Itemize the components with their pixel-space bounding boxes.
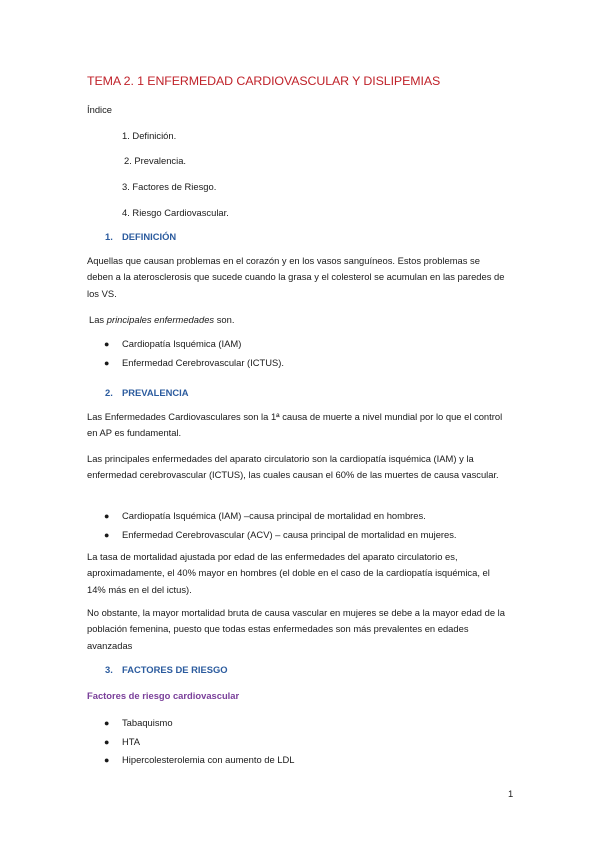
prevalence-paragraph-1: Las Enfermedades Cardiovasculares son la 1ª causa de muerte a nivel mundial por lo que el control en AP es fundamental. bbox=[87, 411, 503, 439]
list-item-text: Cardiopatía Isquémica (IAM) bbox=[122, 338, 242, 349]
list-item bbox=[104, 751, 295, 770]
bullet-icon: ● bbox=[104, 339, 110, 349]
bullet-icon: ● bbox=[104, 357, 110, 368]
list-item-text: Enfermedad Cerebrovascular (ACV) – causa principal de mortalidad en mujeres. bbox=[122, 528, 457, 540]
index-label: Índice bbox=[87, 104, 113, 115]
prevalence-paragraph-2: Las principales enfermedades del aparato circulatorio son la cardiopatía isquémica (IAM) y la enfermedad cerebrovascular (ICTUS), las cuales causan el 60% de las muertes de causa vascular. bbox=[87, 453, 499, 481]
section-heading-prevalencia bbox=[105, 387, 189, 398]
index-item-2: 2. Prevalencia. bbox=[124, 155, 187, 166]
document-title: TEMA 2. 1 ENFERMEDAD CARDIOVASCULAR Y DISLIPEMIAS bbox=[87, 74, 441, 88]
bullet-icon: ● bbox=[104, 718, 110, 728]
bullet-icon: ● bbox=[104, 529, 110, 540]
diseases-list bbox=[104, 335, 284, 372]
prevalence-paragraph-3: La tasa de mortalidad ajustada por edad de las enfermedades del aparato circulatorio es, aproximadamente, el 40% mayor en hombres (el doble en el caso de la cardiopatía isquémica, el 14% más en el del ictus). bbox=[87, 551, 490, 595]
list-item-text: Tabaquismo bbox=[122, 717, 173, 728]
list-item-text: Hipercolesterolemia con aumento de LDL bbox=[122, 754, 295, 765]
list-item bbox=[104, 526, 457, 545]
list-item bbox=[104, 335, 284, 354]
principal-diseases-intro bbox=[89, 311, 234, 328]
risk-factors-list bbox=[104, 714, 295, 770]
section-heading-text: PREVALENCIA bbox=[122, 387, 189, 398]
risk-factors-subheading: Factores de riesgo cardiovascular bbox=[87, 690, 240, 701]
bullet-icon: ● bbox=[104, 511, 110, 521]
section-number: 2. bbox=[105, 387, 113, 398]
intro-prefix: Las bbox=[89, 314, 107, 325]
list-item-text: HTA bbox=[122, 735, 141, 747]
index-item-3: 3. Factores de Riesgo. bbox=[122, 181, 217, 192]
list-item bbox=[104, 507, 457, 526]
section-heading-definicion bbox=[105, 231, 176, 242]
prevalence-paragraph-4: No obstante, la mayor mortalidad bruta de causa vascular en mujeres se debe a la mayor edad de la población femenina, puesto que todas estas enfermedades son más prevalentes en edades avanzadas bbox=[87, 607, 505, 651]
list-item bbox=[104, 714, 295, 733]
bullet-icon: ● bbox=[104, 736, 110, 747]
list-item-text: Cardiopatía Isquémica (IAM) –causa principal de mortalidad en hombres. bbox=[122, 510, 426, 521]
list-item bbox=[104, 733, 295, 752]
section-heading-text: FACTORES DE RIESGO bbox=[122, 664, 228, 675]
bullet-icon: ● bbox=[104, 755, 110, 765]
section-heading-text: DEFINICIÓN bbox=[122, 231, 177, 242]
index-item-1: 1. Definición. bbox=[122, 130, 177, 141]
list-item bbox=[104, 354, 284, 373]
index-item-4: 4. Riesgo Cardiovascular. bbox=[122, 207, 229, 218]
definition-paragraph: Aquellas que causan problemas en el corazón y en los vasos sanguíneos. Estos problemas se deben a la aterosclerosis que sucede cuando la grasa y el colesterol se acumulan en las paredes de los VS. bbox=[87, 255, 505, 299]
section-number: 3. bbox=[105, 664, 113, 675]
intro-suffix: son. bbox=[214, 314, 235, 325]
mortality-list bbox=[104, 507, 457, 544]
intro-italic: principales enfermedades bbox=[106, 314, 215, 325]
section-number: 1. bbox=[105, 231, 113, 242]
list-item-text: Enfermedad Cerebrovascular (ICTUS). bbox=[122, 356, 285, 368]
section-heading-factores bbox=[105, 664, 228, 675]
page-number: 1 bbox=[508, 788, 514, 799]
